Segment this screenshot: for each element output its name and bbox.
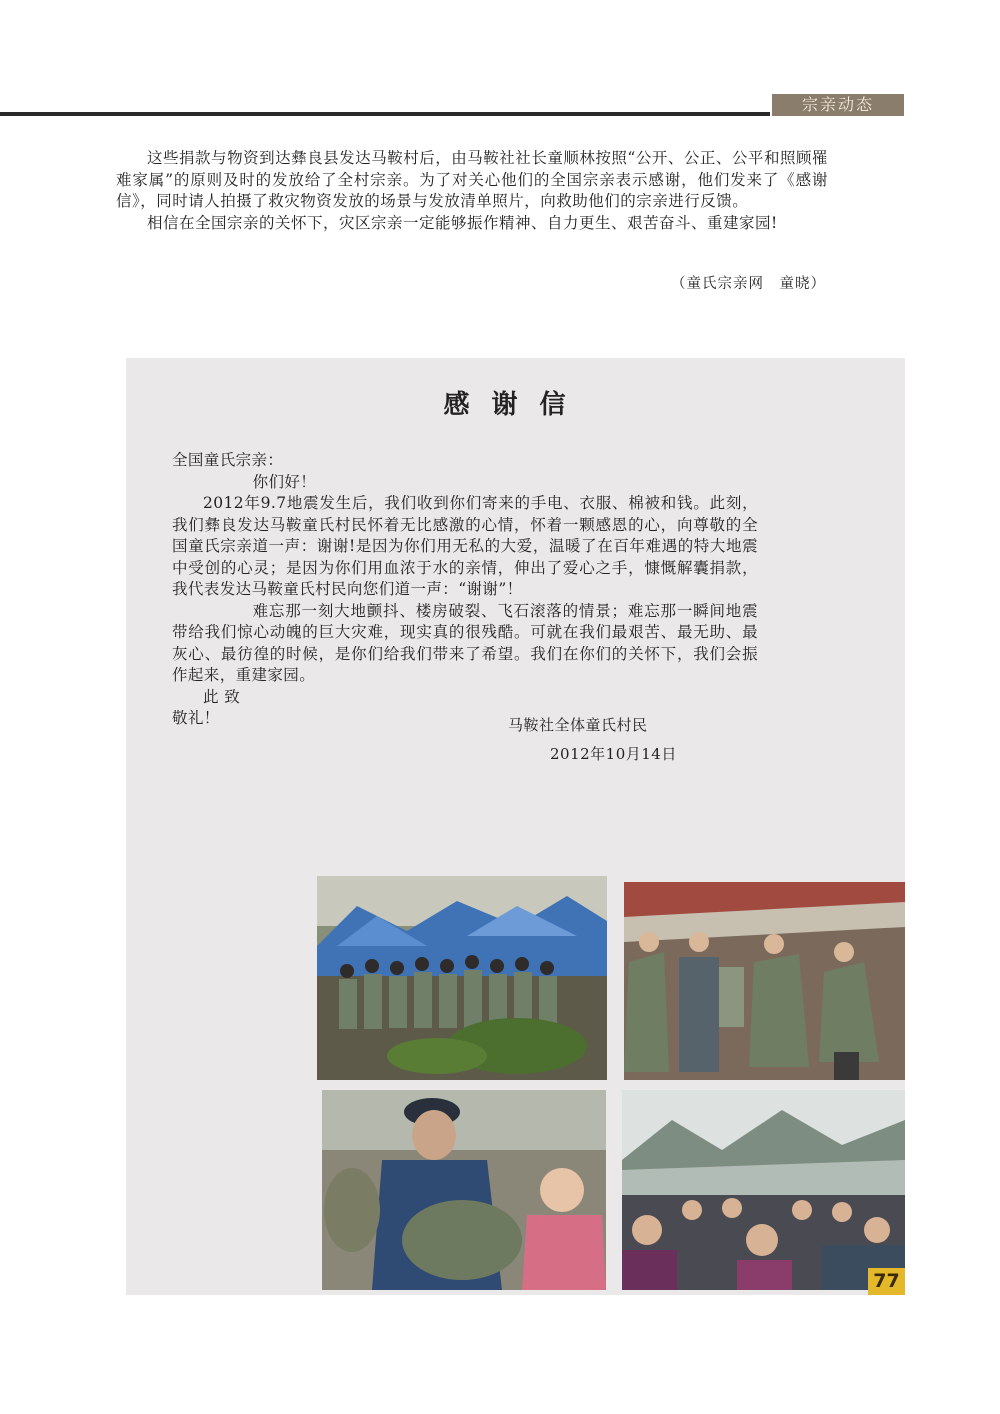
- photo-elderly-woman: [322, 1090, 606, 1290]
- intro-text: [116, 148, 828, 234]
- letter-closing-2: 敬礼！: [172, 709, 220, 727]
- letter-paragraph-2: 难忘那一刻大地颤抖、楼房破裂、飞石滚落的情景；难忘那一瞬间地震带给我们惊心动魄的巨大灾难，现实真的很残酷。可就在我们最艰苦、最无助、最灰心、最彷徨的时候，是你们给我们带来了希望。我们在你们的关怀下，我们会振作起来，重建家园。: [172, 601, 758, 684]
- letter-salutation: 全国童氏宗亲：: [172, 451, 284, 469]
- article-credit: （童氏宗亲网 童晓）: [671, 276, 826, 292]
- letter-paragraph-1: 2012年9.7地震发生后，我们收到你们寄来的手电、衣服、棉被和钱。此刻，我们彝良发达马鞍童氏村民怀着无比感激的心情，怀着一颗感恩的心，向尊敬的全国童氏宗亲道一声：谢谢!是因为你们用无私的大爱，温暖了在百年难遇的特大地震中受创的心灵；是因为你们用血浓于水的亲情，伸出了爱心之手，慷慨解囊捐款，我代表发达马鞍童氏村民向您们道一声：“谢谢”！: [172, 494, 758, 598]
- page-number: 77: [868, 1268, 905, 1295]
- photo-villagers-tents: [317, 876, 607, 1080]
- letter-greeting: 你们好！: [252, 472, 317, 491]
- letter-body: [172, 450, 758, 730]
- header-rule: [0, 112, 770, 116]
- letter-closing-1: 此 致: [203, 687, 241, 706]
- intro-paragraph-2: 相信在全国宗亲的关怀下，灾区宗亲一定能够振作精神、自力更生、艰苦奋斗、重建家园!: [147, 213, 778, 232]
- intro-paragraph-1: 这些捐款与物资到达彝良县发达马鞍村后，由马鞍社社长童顺林按照“公开、公正、公平和照顾罹难家属”的原则及时的发放给了全村宗亲。为了对关心他们的全国宗亲表示感谢，他们发来了《感谢信》，同时请人拍摄了救灾物资发放的场景与发放清单照片，向救助他们的宗亲进行反馈。: [116, 149, 828, 210]
- section-label: 宗亲动态: [772, 94, 904, 116]
- photo-crowd-mountains: [622, 1090, 905, 1290]
- letter-signature: 马鞍社全体童氏村民: [508, 716, 648, 734]
- photo-raincoats-quilts: [624, 882, 905, 1080]
- letter-date: 2012年10月14日: [550, 745, 677, 763]
- letter-title: 感谢信: [443, 390, 588, 420]
